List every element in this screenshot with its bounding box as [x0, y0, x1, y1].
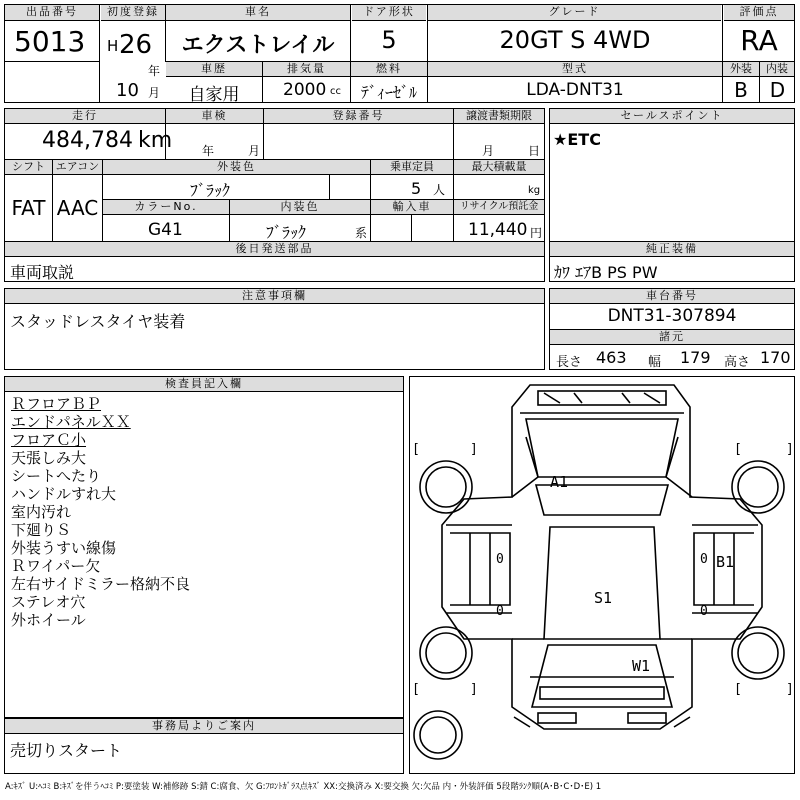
lot-number: 5013 — [14, 25, 86, 58]
width-label: 幅 — [648, 355, 662, 370]
max-load-label: 最大積載量 — [454, 160, 544, 175]
first-reg-month-unit: 月 — [148, 86, 161, 100]
inspector-item: 下廻りＳ — [11, 521, 72, 539]
inspection-month-unit: 月 — [248, 144, 261, 158]
notes-value: スタッドレスタイヤ装着 — [10, 312, 186, 331]
chassis-value: DNT31-307894 — [607, 306, 737, 326]
office-value: 売切りスタート — [10, 741, 123, 760]
inspector-item: シートへたり — [11, 467, 102, 485]
score-value: RA — [740, 24, 778, 57]
first-reg-era: H — [107, 37, 119, 55]
doors-label: ドア形状 — [352, 5, 426, 21]
inspector-item: 外ホイール — [11, 611, 86, 629]
wheel-rear-right — [732, 627, 784, 679]
sales-points-label: セールスポイント — [550, 109, 794, 124]
usage-value: 自家用 — [188, 85, 240, 105]
svg-text:0: 0 — [700, 552, 708, 567]
inspector-item: 室内汚れ — [11, 503, 72, 521]
reg-no-label: 登録番号 — [264, 109, 453, 124]
usage-label: 車歴 — [166, 62, 262, 77]
int-color-value: ﾌﾞﾗｯｸ — [266, 223, 307, 242]
svg-text:0: 0 — [496, 604, 504, 619]
svg-text:]: ] — [470, 442, 478, 457]
first-reg-year: 26 — [119, 30, 153, 60]
inspector-label: 検査員記入欄 — [5, 377, 403, 392]
mark-w1: W1 — [632, 657, 651, 675]
legend-text: A:ｷｽﾞ U:ﾍｺﾐ B:ｷｽﾞを伴うﾍｺﾐ P:要塗装 W:補修跡 S:錆 C:腐食、欠 G:ﾌﾛﾝﾄｶﾞﾗｽ点ｷｽﾞ XX:交換済み X:要交換 欠:欠品 内・外装評価 5段階ﾗﾝｸ順(A･B･C･D･E) 1 — [5, 782, 602, 792]
equipment-value: ｶﾜ ｴｱB PS PW — [554, 263, 658, 282]
length-value: 463 — [596, 348, 627, 367]
transfer-month-unit: 月 — [482, 144, 495, 158]
car-name: エクストレイル — [181, 33, 335, 58]
later-parts-label: 後日発送部品 — [5, 242, 544, 257]
width-value: 179 — [680, 348, 711, 367]
inspector-list — [11, 395, 190, 629]
wheel-spare — [414, 711, 462, 759]
mark-a1: A1 — [550, 473, 569, 491]
car-diagram — [409, 376, 795, 774]
displacement-value: 2000 — [283, 80, 327, 100]
recycle-value: 11,440 — [468, 220, 528, 240]
svg-text:0: 0 — [700, 604, 708, 619]
capacity-unit: 人 — [433, 183, 446, 197]
chassis-label: 車台番号 — [550, 289, 794, 304]
transfer-doc-label: 譲渡書類期限 — [454, 109, 544, 124]
svg-text:[: [ — [734, 682, 742, 697]
int-grade-value: D — [769, 78, 786, 102]
later-parts-value: 車両取説 — [10, 263, 75, 282]
svg-text:0: 0 — [496, 552, 504, 567]
ext-color-label: 外装色 — [103, 160, 370, 175]
ext-grade-value: B — [734, 78, 748, 102]
height-value: 170 — [760, 348, 791, 367]
mileage-unit: km — [138, 128, 173, 153]
length-label: 長さ — [556, 355, 583, 370]
shift-label: シフト — [5, 160, 52, 175]
height-label: 高さ — [724, 355, 751, 370]
wheel-front-right — [732, 461, 784, 513]
sales-points-text: ★ETC — [553, 130, 601, 149]
inspector-item: 左右サイドミラー格納不良 — [11, 575, 190, 593]
score-label: 評価点 — [724, 5, 794, 21]
color-no-label: カラーNo. — [103, 200, 229, 215]
fuel-label: 燃料 — [351, 62, 427, 77]
lot-label: 出品番号 — [5, 5, 99, 21]
inspector-box — [4, 376, 404, 718]
model-code-value: LDA-DNT31 — [526, 80, 624, 100]
inspector-item: ＲフロアＢＰ — [11, 395, 102, 413]
inspector-item: ステレオ穴 — [11, 593, 86, 611]
svg-text:[: [ — [412, 682, 420, 697]
displacement-label: 排気量 — [263, 62, 350, 77]
grade-label: グレード — [428, 5, 721, 21]
notes-label: 注意事項欄 — [5, 289, 544, 304]
grade-value: 20GT S 4WD — [499, 26, 651, 54]
svg-text:]: ] — [786, 442, 794, 457]
displacement-unit: cc — [330, 86, 341, 97]
transfer-day-unit: 日 — [528, 144, 541, 158]
model-code-label: 型式 — [428, 62, 722, 77]
svg-text:[: [ — [734, 442, 742, 457]
doors-value: 5 — [381, 26, 397, 54]
shift-value: FAT — [11, 196, 46, 220]
capacity-value: 5 — [411, 179, 422, 198]
inspector-item: フロアＣ小 — [11, 431, 87, 449]
inspector-item: Ｒワイパー欠 — [11, 557, 101, 575]
svg-text:]: ] — [786, 682, 794, 697]
inspector-item: ハンドルすれ大 — [11, 485, 117, 503]
inspection-label: 車検 — [166, 109, 263, 124]
ext-color-value: ﾌﾞﾗｯｸ — [190, 181, 231, 200]
office-label: 事務局よりご案内 — [5, 719, 403, 734]
import-label: 輸入車 — [371, 200, 453, 215]
svg-text:]: ] — [470, 682, 478, 697]
first-reg-year-unit: 年 — [148, 64, 161, 78]
capacity-label: 乗車定員 — [371, 160, 453, 175]
mark-b1: B1 — [716, 553, 735, 571]
svg-text:[: [ — [412, 442, 420, 457]
specs-label: 諸元 — [550, 330, 794, 345]
equipment-label: 純正装備 — [550, 242, 794, 257]
mileage-value: 484,784 — [42, 128, 133, 153]
color-no-value: G41 — [148, 220, 183, 240]
office-box — [4, 718, 404, 774]
car-name-label: 車名 — [166, 5, 350, 21]
car-diagram-svg — [410, 377, 794, 773]
inspector-item: 天張しみ大 — [11, 449, 87, 467]
windshield-outline — [526, 419, 678, 477]
first-reg-label: 初度登録 — [101, 5, 165, 21]
inspector-item: エンドパネルＸＸ — [11, 413, 131, 431]
int-color-unit: 系 — [355, 226, 368, 240]
ext-grade-label: 外装 — [723, 62, 759, 77]
fuel-value: ﾃﾞｨｰｾﾞﾙ — [360, 83, 417, 102]
inspector-item: 外装うすい線傷 — [11, 539, 117, 557]
inspection-year-unit: 年 — [202, 144, 215, 158]
int-grade-label: 内装 — [760, 62, 794, 77]
mark-s1: S1 — [594, 589, 613, 607]
first-reg-month: 10 — [116, 80, 139, 101]
mileage-label: 走行 — [5, 109, 165, 124]
wheel-rear-left — [420, 627, 472, 679]
recycle-label: リサイクル預託金 — [454, 200, 544, 215]
wheel-front-left — [420, 461, 472, 513]
aircon-label: エアコン — [53, 160, 102, 175]
max-load-unit: kg — [528, 185, 541, 196]
aircon-value: AAC — [56, 196, 99, 220]
recycle-unit: 円 — [530, 226, 543, 240]
int-color-label: 内装色 — [230, 200, 370, 215]
